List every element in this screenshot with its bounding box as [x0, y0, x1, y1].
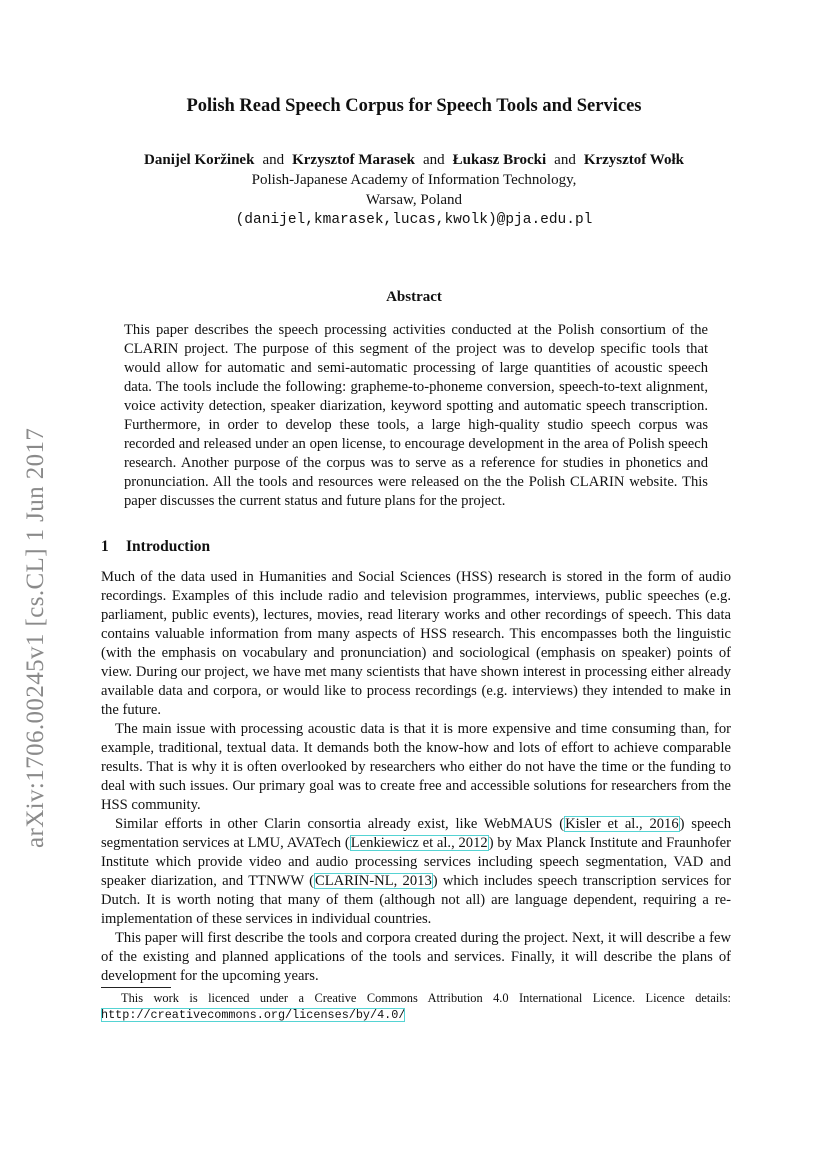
- footnote-text: This work is licenced under a Creative Commons Attribution 4.0 International Licence. Licence details:: [121, 991, 731, 1005]
- abstract-text: This paper describes the speech processing activities conducted at the Polish consortium of the CLARIN project. The purpose of this segment of the project was to develop specific tools that would allow for automatic and semi-automatic processing of large quantities of acoustic speech data. The tools include the following: grapheme-to-phoneme conversion, speech-to-text alignment, voice activity detection, speaker diarization, keyword spotting and automatic speech transcription. Furthermore, in order to develop these tools, a large high-quality studio speech corpus was recorded and released under an open license, to encourage development in the area of Polish speech research. Another purpose of the corpus was to serve as a reference for studies in phonetics and pronunciation. All the tools and resources were released on the the Polish CLARIN website. This paper discusses the current status and future plans for the project.: [124, 322, 708, 509]
- section-heading: [101, 538, 210, 556]
- section-title: Introduction: [126, 538, 211, 555]
- paragraph: This paper will first describe the tools and corpora created during the project. Next, it will describe a few of the existing and planned applications of the tools and services. Finally, it will describe the plans of development for the upcoming years.: [101, 930, 731, 984]
- arxiv-identifier-stamp: arXiv:1706.00245v1 [cs.CL] 1 Jun 2017: [22, 427, 49, 848]
- paragraph: Much of the data used in Humanities and Social Sciences (HSS) research is stored in the form of audio recordings. Examples of this include radio and television programmes, interviews, public speeches (e.g. parliament, public events), lectures, movies, read literary works and other recordings of speech. This data contains valuable information from many aspects of HSS research. This encompasses both the linguistic (with the emphasis on vocabulary and pronunciation) and sociological (emphasis on speaker) points of view. During our project, we have met many scientists that have shown interest in processing either already available data and corpora, or would like to process recordings (e.g. interviews) they intended to make in the future.: [101, 569, 731, 718]
- section-number: 1: [101, 538, 109, 555]
- author-separator: and: [262, 152, 285, 168]
- citation-link-clarin-nl-2013[interactable]: CLARIN-NL, 2013: [315, 873, 432, 889]
- citation-link-lenkiewicz-2012[interactable]: Lenkiewicz et al., 2012: [350, 835, 488, 851]
- introduction-body: [101, 568, 731, 986]
- abstract-heading: Abstract: [386, 289, 442, 305]
- paragraph-text: ) by Max Planck Institute and Fraunhofer Institute which provide video and audio processing services including speech segmentation, VAD and speaker diarization, and TTNWW (: [101, 835, 732, 889]
- license-url-link[interactable]: http://creativecommons.org/licenses/by/4.0/: [101, 1008, 406, 1022]
- author-separator: and: [422, 152, 445, 168]
- author-names: [0, 150, 828, 170]
- paragraph: [101, 815, 731, 929]
- author-block: [0, 150, 828, 230]
- citation-link-kisler-2016[interactable]: Kisler et al., 2016: [565, 816, 679, 832]
- paper-title: Polish Read Speech Corpus for Speech Tools and Services: [186, 96, 642, 116]
- paragraph-text: ) which includes speech transcription services for Dutch. It is worth noting that many of them (although not all) are language dependent, requiring a re-implementation of these services in individual countries.: [101, 873, 731, 927]
- author-affiliation: Polish-Japanese Academy of Information Technology,: [251, 172, 577, 188]
- author-location: Warsaw, Poland: [365, 192, 463, 208]
- author-email: (danijel,kmarasek,lucas,kwolk)@pja.edu.pl: [235, 212, 593, 228]
- author-name: Krzysztof Wołk: [583, 152, 684, 168]
- paragraph-text: Similar efforts in other Clarin consortia already exist, like WebMAUS (: [115, 816, 565, 832]
- author-separator: and: [554, 152, 576, 168]
- paragraph-text: ) speech segmentation services at LMU, AVATech (: [101, 816, 731, 851]
- author-name: Łukasz Brocki: [452, 152, 547, 168]
- footnote: [101, 990, 731, 1023]
- paragraph: The main issue with processing acoustic data is that it is more expensive and time consuming than, for example, traditional, textual data. It demands both the know-how and lots of effort to achieve comparable results. That is why it is often overlooked by researchers who either do not have the time or the funding to deal with such issues. Our primary goal was to create free and accessible solutions for researchers from the HSS community.: [101, 721, 731, 813]
- author-name: Danijel Koržinek: [144, 152, 255, 168]
- footnote-rule: [101, 987, 171, 988]
- author-name: Krzysztof Marasek: [292, 152, 415, 168]
